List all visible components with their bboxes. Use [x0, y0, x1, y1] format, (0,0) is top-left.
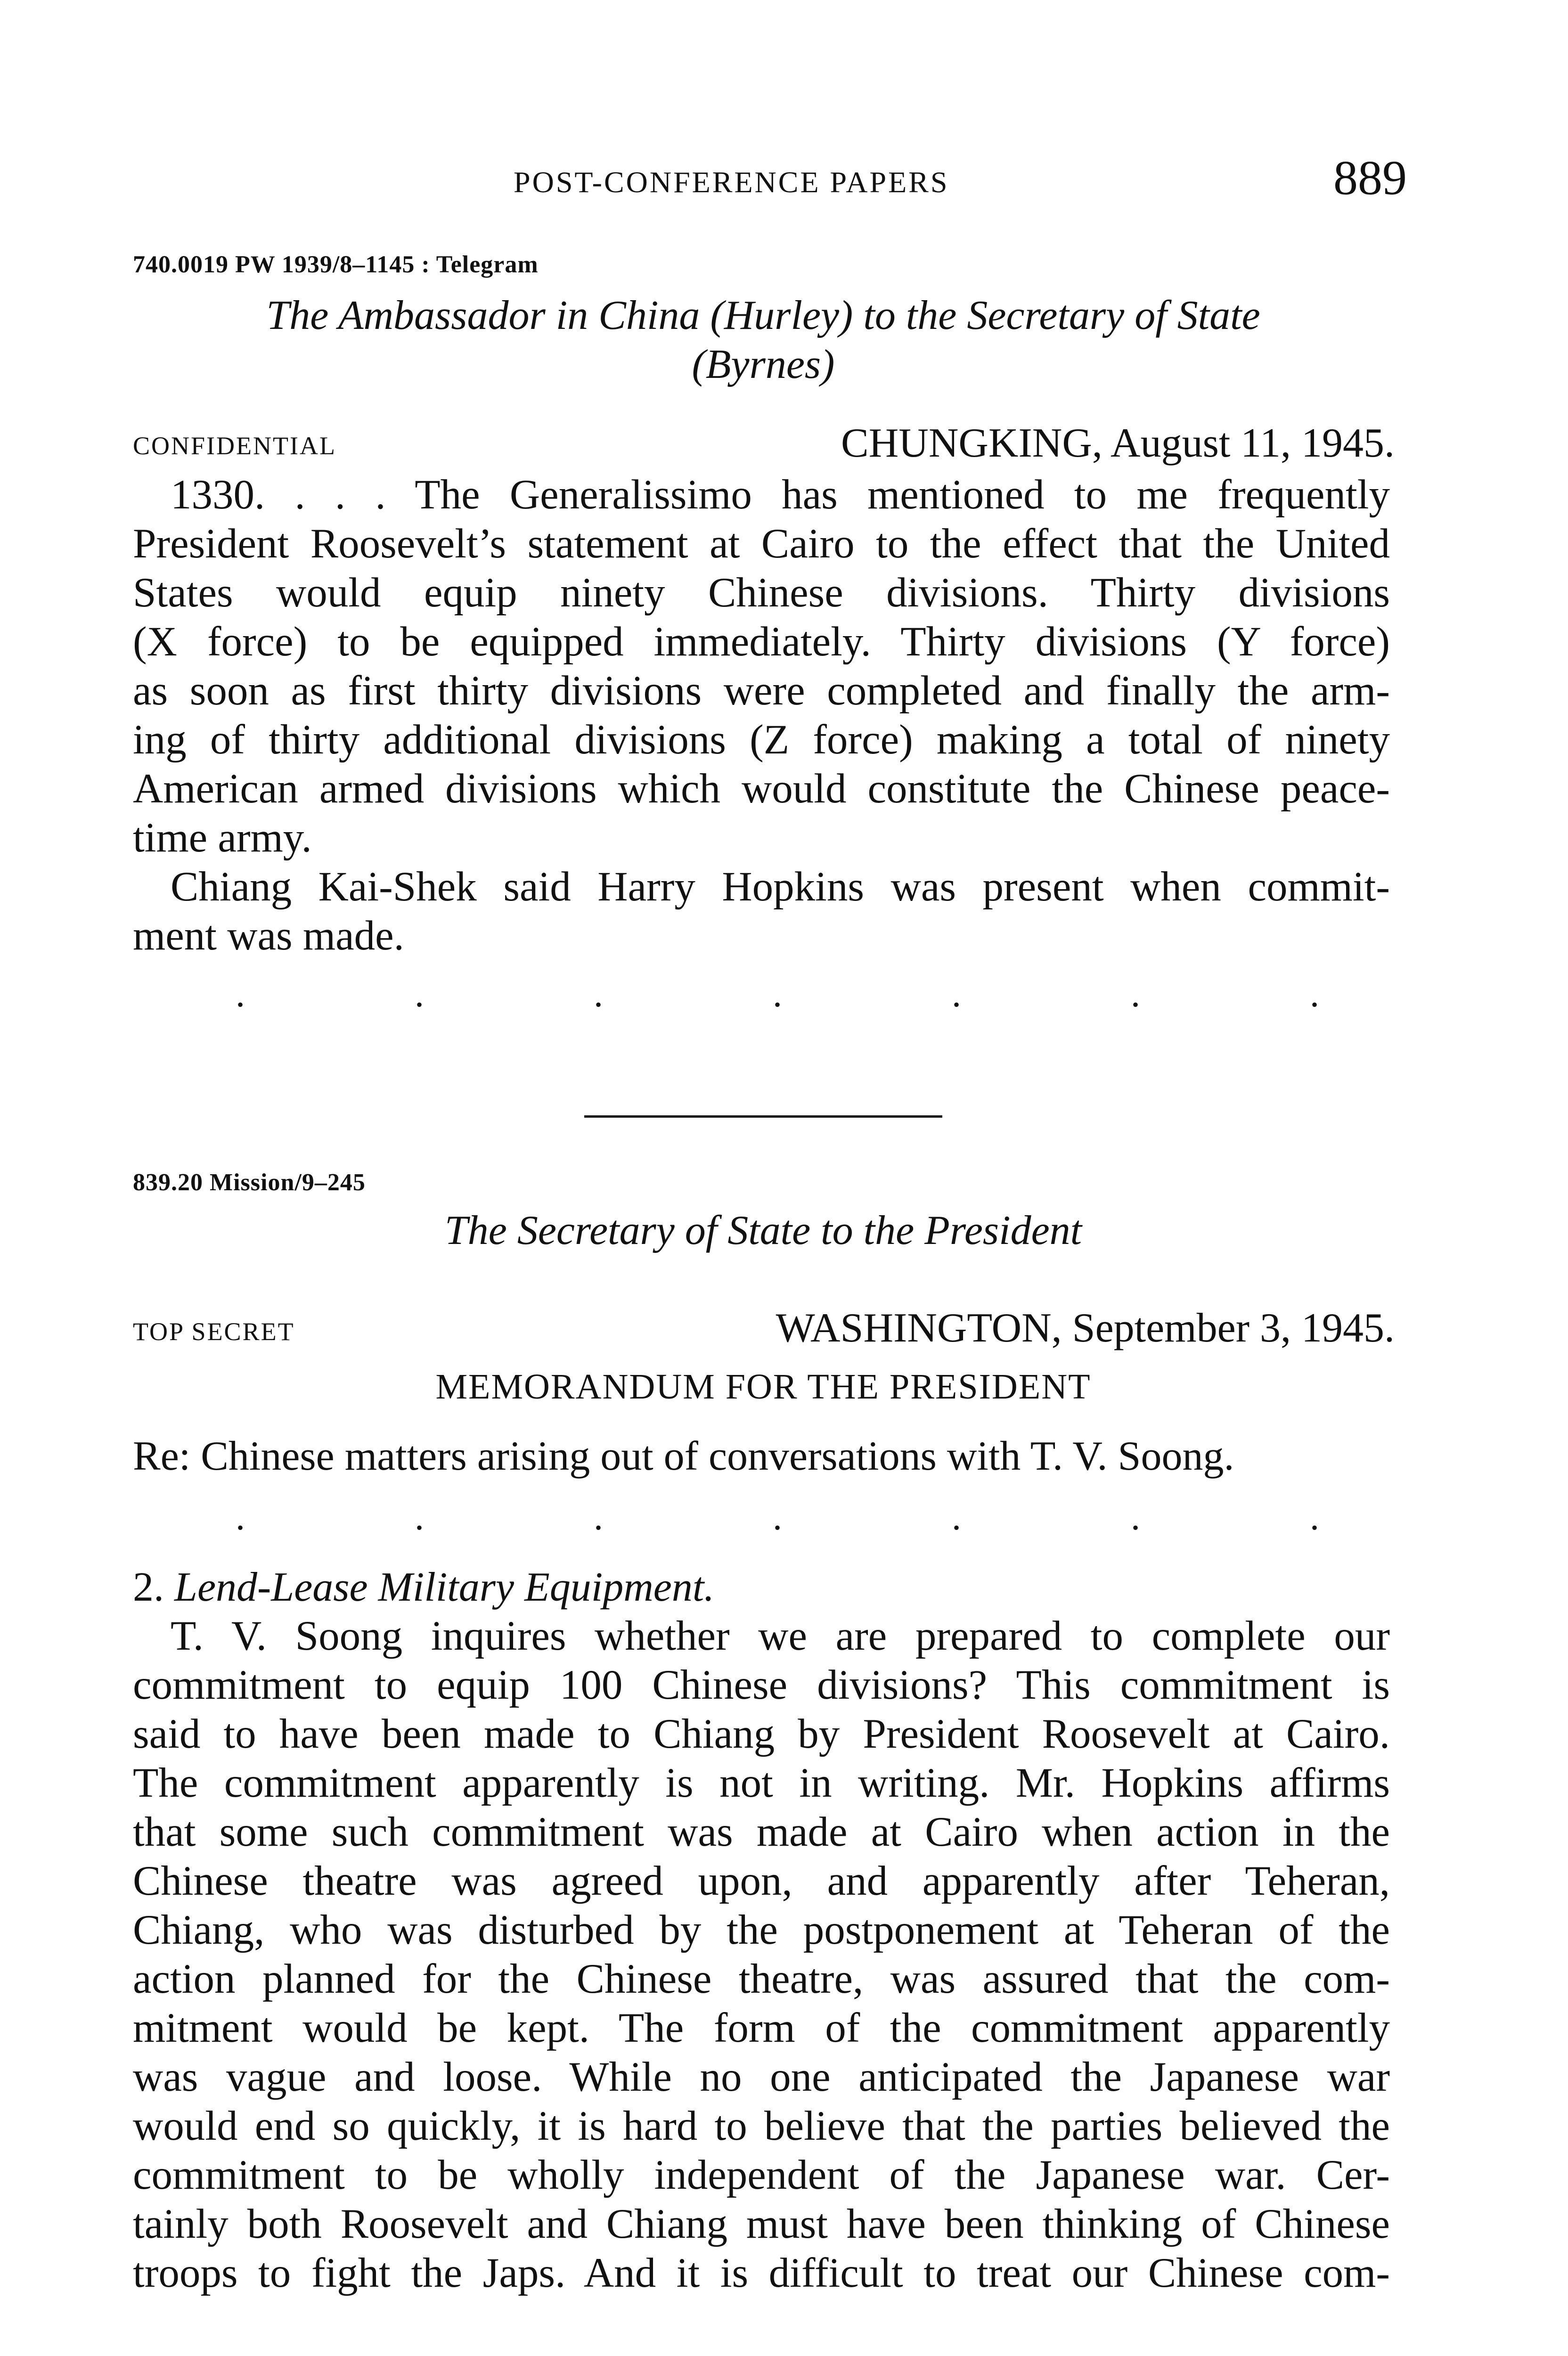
- document-reference: 740.0019 PW 1939/8–1145 : Telegram: [133, 251, 539, 278]
- ellipsis-dot: .: [773, 973, 782, 1015]
- paragraph: [133, 862, 1390, 960]
- ellipsis-dot: .: [1310, 1497, 1319, 1538]
- text-line: action planned for the Chinese theatre, was assured that the com-: [133, 1956, 1390, 2002]
- text-line: said to have been made to Chiang by President Roosevelt at Cairo.: [133, 1711, 1390, 1757]
- text-line: would end so quickly, it is hard to believe that the parties believed the: [133, 2103, 1390, 2149]
- section-heading: [133, 1563, 714, 1611]
- text-line: Chiang, who was disturbed by the postponement at Teheran of the: [133, 1907, 1390, 1953]
- text-line: ing of thirty additional divisions (Z force) making a total of ninety: [133, 717, 1390, 763]
- running-head: POST-CONFERENCE PAPERS: [514, 165, 949, 199]
- ellipsis-dot: .: [594, 1497, 603, 1538]
- ellipsis-dot: .: [236, 973, 245, 1015]
- text-line: commitment to be wholly independent of the Japanese war. Cer-: [133, 2152, 1390, 2198]
- text-line: that some such commitment was made at Cairo when action in the: [133, 1809, 1390, 1855]
- ellipsis-dot: .: [1131, 1497, 1140, 1538]
- ellipsis-dot: .: [952, 1497, 961, 1538]
- text-line: Chiang Kai-Shek said Harry Hopkins was present when commit-: [171, 864, 1390, 910]
- text-line: (X force) to be equipped immediately. Thirty divisions (Y force): [133, 619, 1390, 665]
- text-line: commitment to equip 100 Chinese divisions? This commitment is: [133, 1662, 1390, 1708]
- page-number: 889: [1333, 151, 1407, 205]
- document-title-line: The Ambassador in China (Hurley) to the Secretary of State: [266, 293, 1260, 338]
- text-line: mitment would be kept. The form of the commitment apparently: [133, 2005, 1390, 2051]
- dateline: WASHINGTON, September 3, 1945.: [776, 1305, 1395, 1351]
- text-line: ment was made.: [133, 913, 404, 959]
- ellipsis-dot: .: [773, 1497, 782, 1538]
- section-number: 2.: [133, 1564, 164, 1610]
- document-reference: 839.20 Mission/9–245: [133, 1169, 366, 1196]
- omission-ellipsis: [236, 1497, 1319, 1538]
- text-line: time army.: [133, 815, 312, 861]
- text-line: was vague and loose. While no one anticipated the Japanese war: [133, 2054, 1390, 2100]
- text-line: Chinese theatre was agreed upon, and apparently after Teheran,: [133, 1858, 1390, 1904]
- ellipsis-dot: .: [1310, 973, 1319, 1015]
- ellipsis-dot: .: [594, 973, 603, 1015]
- ellipsis-dot: .: [236, 1497, 245, 1538]
- ellipsis-dot: .: [415, 1497, 424, 1538]
- text-line: troops to fight the Japs. And it is difficult to treat our Chinese com-: [133, 2250, 1390, 2296]
- text-line: tainly both Roosevelt and Chiang must have been thinking of Chinese: [133, 2201, 1390, 2247]
- text-line: President Roosevelt’s statement at Cairo to the effect that the United: [133, 521, 1390, 567]
- text-line: The commitment apparently is not in writing. Mr. Hopkins affirms: [133, 1760, 1390, 1806]
- omission-ellipsis: [236, 973, 1319, 1015]
- ellipsis-dot: .: [952, 973, 961, 1015]
- text-line: American armed divisions which would constitute the Chinese peace-: [133, 766, 1390, 812]
- paragraph: [133, 470, 1390, 862]
- section-divider-rule: [584, 1115, 942, 1118]
- document-title: The Secretary of State to the President: [444, 1208, 1082, 1253]
- document-title: [137, 291, 1390, 389]
- subject-line: Re: Chinese matters arising out of conversations with T. V. Soong.: [133, 1433, 1234, 1479]
- text-line: T. V. Soong inquires whether we are prepared to complete our: [171, 1613, 1390, 1659]
- text-line: 1330. . . . The Generalissimo has mentioned to me frequently: [171, 472, 1390, 518]
- ellipsis-dot: .: [415, 973, 424, 1015]
- text-line: States would equip ninety Chinese divisions. Thirty divisions: [133, 570, 1390, 616]
- section-title: Lend-Lease Military Equipment.: [174, 1564, 715, 1610]
- classification-label: TOP SECRET: [133, 1317, 295, 1346]
- ellipsis-dot: .: [1131, 973, 1140, 1015]
- classification-label: CONFIDENTIAL: [133, 432, 336, 460]
- dateline: CHUNGKING, August 11, 1945.: [841, 420, 1395, 466]
- memo-heading: MEMORANDUM FOR THE PRESIDENT: [435, 1367, 1091, 1407]
- document-title-line: (Byrnes): [692, 342, 835, 387]
- paragraph: [133, 1612, 1390, 2298]
- text-line: as soon as first thirty divisions were completed and finally the arm-: [133, 668, 1390, 714]
